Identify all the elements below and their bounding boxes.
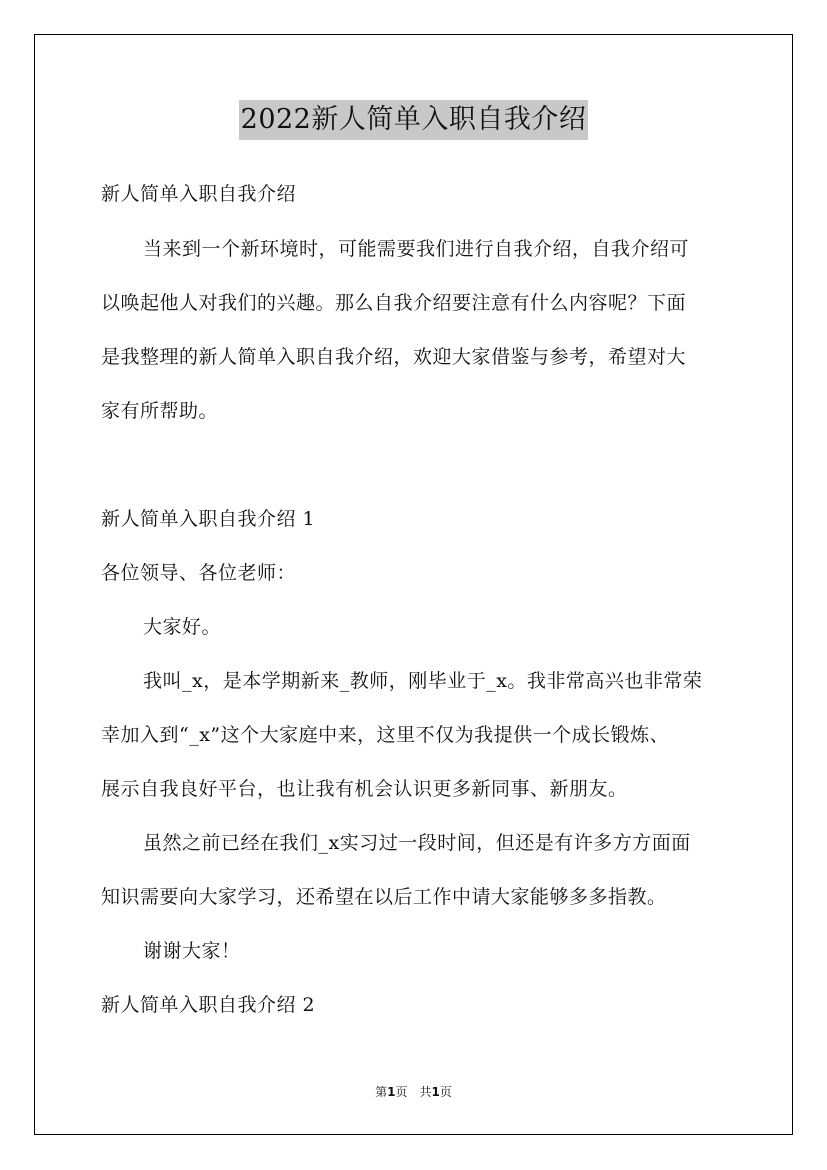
salutation: 各位领导、各位老师： bbox=[101, 562, 297, 584]
section1-heading: 新人简单入职自我介绍 1 bbox=[101, 508, 316, 530]
title-container bbox=[0, 100, 827, 140]
section2-heading: 新人简单入职自我介绍 2 bbox=[101, 994, 316, 1016]
intro-line-3: 是我整理的新人简单入职自我介绍，欢迎大家借鉴与参考，希望对大 bbox=[101, 346, 687, 368]
para2-line-2: 知识需要向大家学习，还希望在以后工作中请大家能够多多指教。 bbox=[101, 886, 667, 908]
intro-line-2: 以唤起他人对我们的兴趣。那么自我介绍要注意有什么内容呢？下面 bbox=[101, 292, 687, 314]
footer-total-pages: 1 bbox=[431, 1085, 440, 1099]
footer-mid: 页 共 bbox=[395, 1085, 432, 1099]
para2-line-1: 虽然之前已经在我们_x实习过一段时间，但还是有许多方方面面 bbox=[143, 832, 691, 854]
para1-line-1: 我叫_x，是本学期新来_教师，刚毕业于_x。我非常高兴也非常荣 bbox=[143, 670, 703, 692]
greeting: 大家好。 bbox=[143, 616, 222, 638]
document-subtitle: 新人简单入职自我介绍 bbox=[101, 183, 297, 205]
footer-suffix: 页 bbox=[439, 1085, 452, 1099]
page-footer bbox=[0, 1083, 827, 1101]
para1-line-2: 幸加入到“_x”这个大家庭中来，这里不仅为我提供一个成长锻炼、 bbox=[101, 724, 670, 746]
footer-prefix: 第 bbox=[375, 1085, 388, 1099]
intro-line-1: 当来到一个新环境时，可能需要我们进行自我介绍，自我介绍可 bbox=[143, 238, 690, 260]
footer-current-page: 1 bbox=[387, 1085, 396, 1099]
intro-line-4: 家有所帮助。 bbox=[101, 400, 219, 422]
closing: 谢谢大家！ bbox=[143, 940, 241, 962]
document-title: 2022新人简单入职自我介绍 bbox=[239, 100, 589, 140]
para1-line-3: 展示自我良好平台，也让我有机会认识更多新同事、新朋友。 bbox=[101, 778, 628, 800]
